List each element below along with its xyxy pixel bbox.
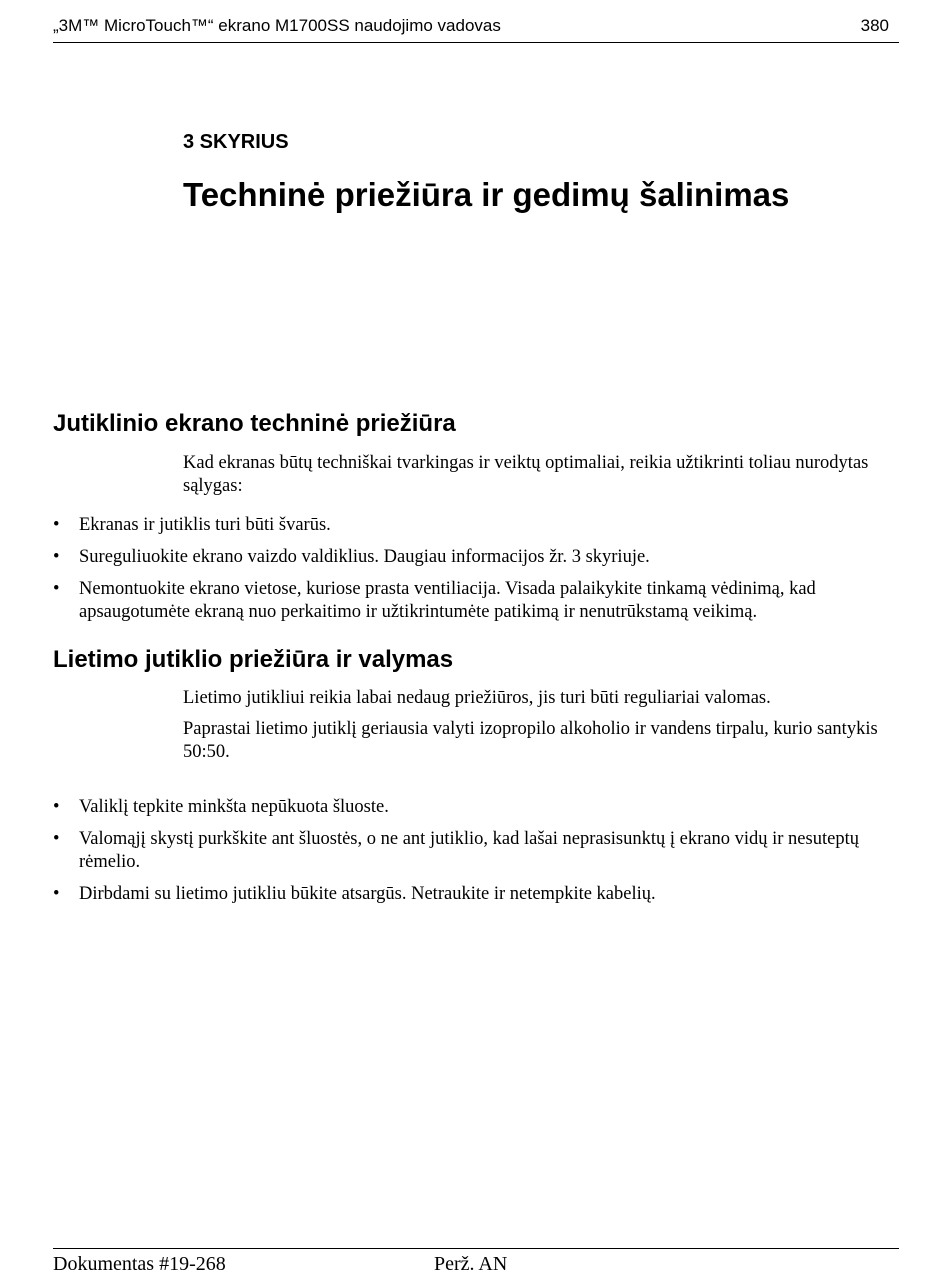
bullet-icon: • [53, 515, 60, 535]
section-heading-touchscreen-maintenance: Jutiklinio ekrano techninė priežiūra [53, 410, 456, 437]
chapter-label: 3 SKYRIUS [183, 131, 289, 153]
bullet-icon: • [53, 829, 60, 849]
revision-label: Perž. AN [434, 1253, 508, 1275]
list-item: • Dirbdami su lietimo jutikliu būkite atsargūs. Netraukite ir netempkite kabelių. [53, 884, 656, 904]
document-number: Dokumentas #19-268 [53, 1253, 226, 1275]
chapter-title: Techninė priežiūra ir gedimų šalinimas [183, 176, 790, 213]
bullet-icon: • [53, 884, 60, 904]
section2-para1: Lietimo jutikliui reikia labai nedaug priežiūros, jis turi būti reguliariai valomas. [183, 688, 771, 708]
section-heading-sensor-cleaning: Lietimo jutiklio priežiūra ir valymas [53, 646, 454, 673]
header-title: „3M™ MicroTouch™“ ekrano M1700SS naudojimo vadovas [53, 16, 501, 35]
bullet-icon: • [53, 547, 60, 567]
page-number: 380 [860, 16, 889, 35]
list-item: • Nemontuokite ekrano vietose, kuriose prasta ventiliacija. Visada palaikykite tinkamą vėdinimą, kad apsaugotumėte ekraną nuo perkaitimo ir užtikrintumėte patikimą ir nenutrūkstamą veikimą. [53, 579, 816, 622]
list-item: • Valomąjį skystį purkškite ant šluostės, o ne ant jutiklio, kad lašai neprasisunktų į ekrano vidų ir nesuteptų rėmelio. [53, 829, 859, 872]
page-footer [53, 1248, 899, 1277]
bullet-icon: • [53, 579, 60, 599]
page-header [53, 14, 899, 43]
section2-para2: Paprastai lietimo jutiklį geriausia valyti izopropilo alkoholio ir vandens tirpalu, kurio santykis 50:50. [183, 719, 878, 762]
list-item: • Valiklį tepkite minkšta nepūkuota šluoste. [53, 797, 389, 817]
bullet-icon: • [53, 797, 60, 817]
list-item: • Ekranas ir jutiklis turi būti švarūs. [53, 515, 331, 535]
list-item: • Sureguliuokite ekrano vaizdo valdiklius. Daugiau informacijos žr. 3 skyriuje. [53, 547, 650, 567]
section1-intro: Kad ekranas būtų techniškai tvarkingas ir veiktų optimaliai, reikia užtikrinti toliau nurodytas sąlygas: [183, 453, 869, 496]
section1-bullet-list [53, 514, 893, 633]
section2-bullet-list [53, 796, 893, 915]
